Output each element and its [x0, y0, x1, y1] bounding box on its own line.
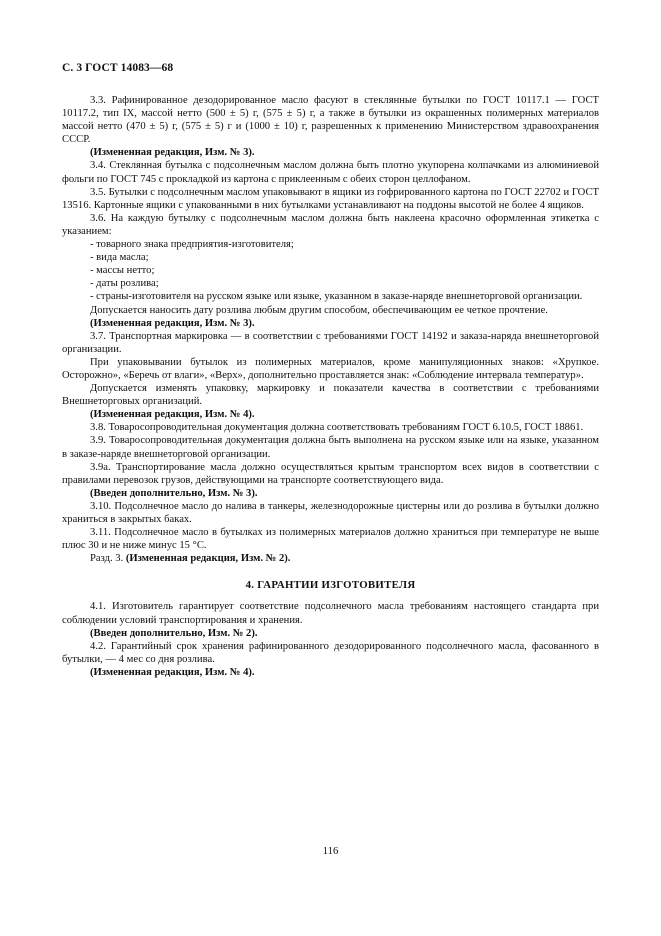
section-3-content: [62, 94, 599, 565]
paragraph: При упаковывании бутылок из полимерных материалов, кроме манипуляционных знаков: «Хрупкое. Осторожно», «Беречь от влаги», «Верх», дополнительно проставляется знак: «Соблюдение интервала температур».: [62, 356, 599, 381]
paragraph: 3.4. Стеклянная бутылка с подсолнечным маслом должна быть плотно укупорена колпачками из алюминиевой фольги по ГОСТ 745 с прокладкой из картона с приклеенным с обеих сторон целлофаном.: [62, 160, 599, 185]
paragraph: 3.3. Рафинированное дезодорированное масло фасуют в стеклянные бутылки по ГОСТ 10117.1 — ГОСТ 10117.2, тип IX, массой нетто (500 ± 5) г, (575 ± 5) г, а также в бутылки из окрашенных полимерных материалов массой нетто (470 ± 5) г, (575 ± 5) г и (1000 ± 10) г, разрешенных к применению Министерством здравоохранения СССР.: [62, 95, 599, 146]
paragraph: 4.1. Изготовитель гарантирует соответствие подсолнечного масла требованиям настоящего стандарта при соблюдении условий транспортирования и хранения.: [62, 601, 599, 626]
paragraph: 3.7. Транспортная маркировка — в соответствии с требованиями ГОСТ 14192 и заказа-наряда внешнеторговой организации.: [62, 330, 599, 355]
page-number: 116: [322, 846, 339, 857]
amendment-note: (Измененная редакция, Изм. № 4).: [90, 666, 255, 678]
paragraph: 3.10. Подсолнечное масло до налива в танкеры, железнодорожные цистерны или до розлива в бутылки должно храниться в закрытых баках.: [62, 500, 599, 525]
paragraph: 3.5. Бутылки с подсолнечным маслом упаковывают в ящики из гофрированного картона по ГОСТ 22702 и ГОСТ 13516. Картонные ящики с упакованными в них бутылками устанавливают на поддоны высотой не более 4 ящиков.: [62, 186, 599, 211]
list-item: - страны-изготовителя на русском языке или языке, указанном в заказе-наряде внешнеторговой организации.: [90, 291, 583, 303]
section-reference: Разд. 3.: [90, 553, 124, 565]
paragraph: 3.9а. Транспортирование масла должно осуществляться крытым транспортом всех видов в соответствии с правилами перевозок грузов, действующими на транспорте соответствующего вида.: [62, 461, 599, 486]
paragraph: Допускается изменять упаковку, маркировку и показатели качества в соответствии с требованиями Внешнеторговых организаций.: [62, 383, 599, 408]
amendment-note: (Введен дополнительно, Изм. № 3).: [90, 487, 258, 499]
document-body: [62, 94, 599, 679]
paragraph: 3.11. Подсолнечное масло в бутылках из полимерных материалов должно храниться при температуре не выше плюс 30 и не ниже минус 15 °С.: [62, 527, 599, 552]
list-item: - массы нетто;: [90, 265, 155, 277]
list-item: - товарного знака предприятия-изготовителя;: [90, 239, 294, 251]
paragraph: 3.9. Товаросопроводительная документация должна быть выполнена на русском языке или на языке, указанном в заказе-наряде внешнеторговой организации.: [62, 435, 599, 460]
paragraph: Допускается наносить дату розлива любым другим способом, обеспечивающим ее четкое прочтение.: [90, 304, 548, 316]
paragraph: 3.8. Товаросопроводительная документация должна соответствовать требованиям ГОСТ 6.10.5, ГОСТ 18861.: [90, 422, 584, 434]
list-item: - даты розлива;: [90, 278, 159, 290]
paragraph: 3.6. На каждую бутылку с подсолнечным маслом должна быть наклеена красочно оформленная этикетка с указанием:: [62, 212, 599, 237]
section-amendment-note: [62, 552, 599, 565]
list-item: - вида масла;: [90, 252, 149, 264]
amendment-text: (Измененная редакция, Изм. № 2).: [125, 553, 291, 565]
section-4-content: [62, 600, 599, 679]
amendment-note: (Измененная редакция, Изм. № 4).: [90, 409, 255, 421]
amendment-note: (Измененная редакция, Изм. № 3).: [90, 317, 255, 329]
paragraph: 4.2. Гарантийный срок хранения рафинированного дезодорированного подсолнечного масла, фасованного в бутылки, — 4 мес со дня розлива.: [62, 640, 599, 665]
page-header: С. 3 ГОСТ 14083—68: [62, 62, 174, 74]
section-title: 4. ГАРАНТИИ ИЗГОТОВИТЕЛЯ: [245, 579, 416, 592]
amendment-note: (Введен дополнительно, Изм. № 2).: [90, 627, 258, 639]
amendment-note: (Измененная редакция, Изм. № 3).: [90, 147, 255, 159]
